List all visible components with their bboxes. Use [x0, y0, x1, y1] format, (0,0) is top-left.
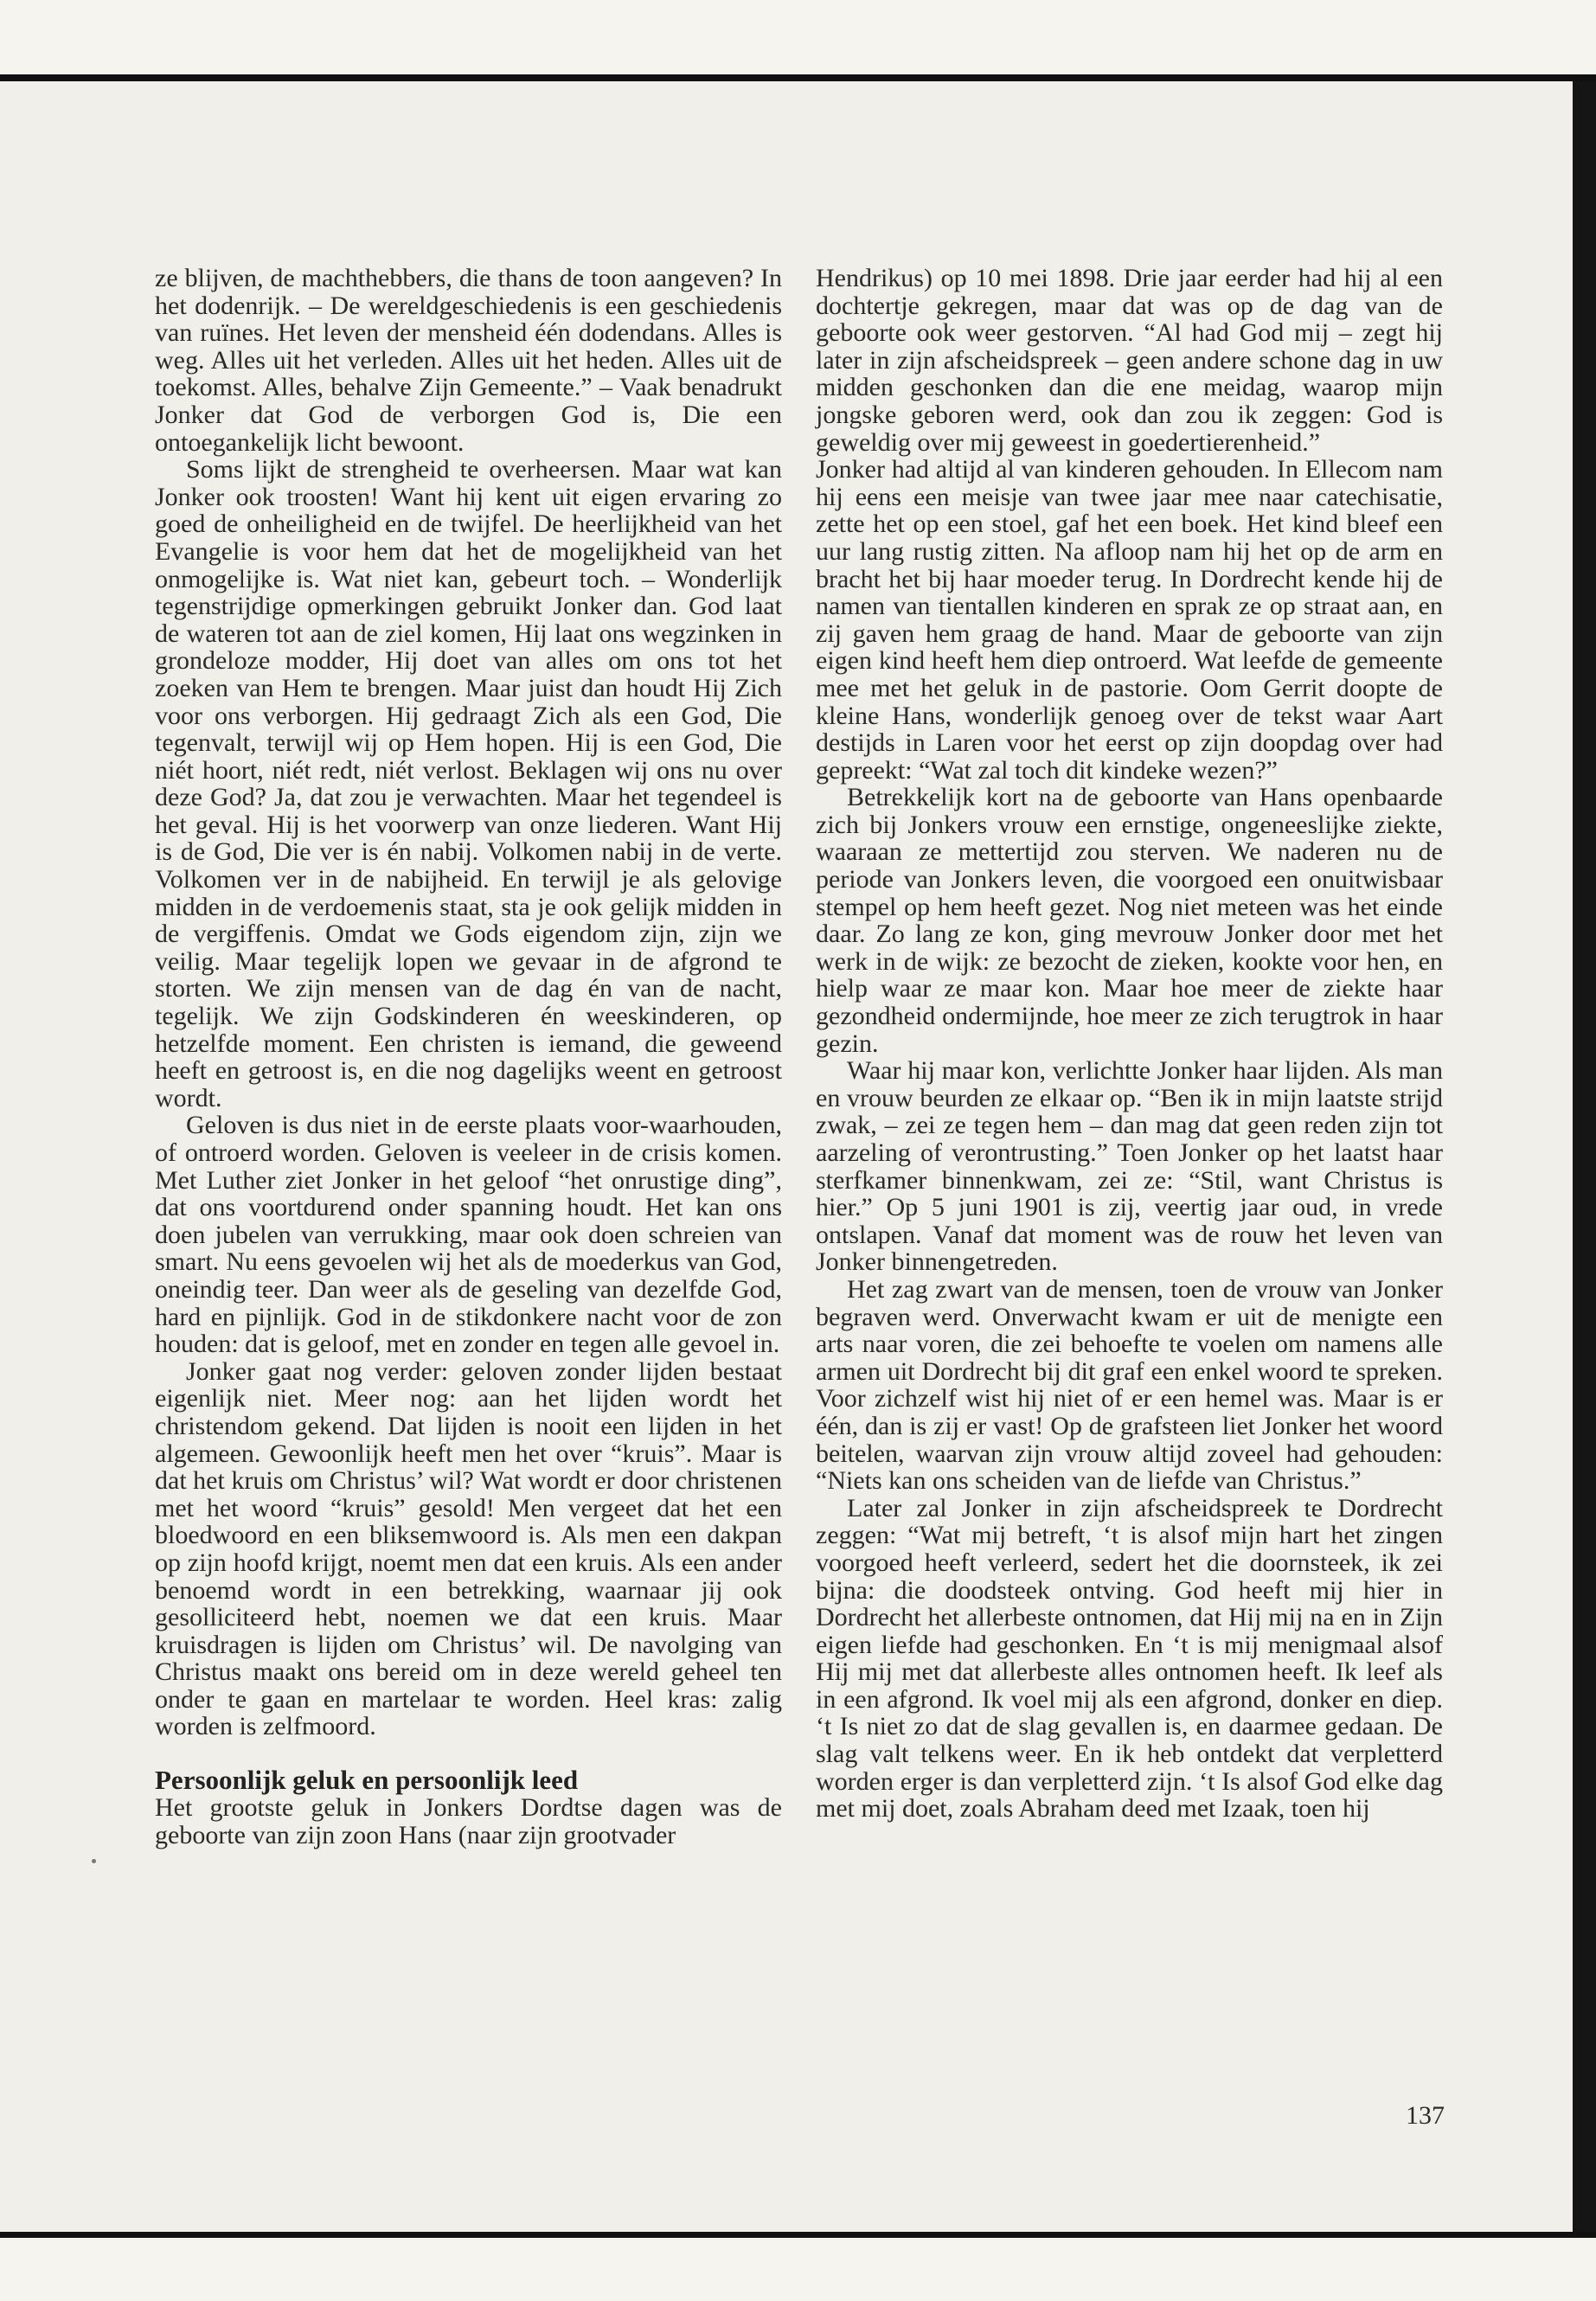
paragraph: Betrekkelijk kort na de geboorte van Hans openbaarde zich bij Jonkers vrouw een ernstige, ongeneeslijke ziekte, waaraan ze mettertijd zou sterven. We naderen nu de periode van Jonkers leven, die voorgoed een onuitwisbaar stempel op hem heeft gezet. Nog niet meteen was het einde daar. Zo lang ze kon, ging mevrouw Jonker door met het werk in de wijk: ze bezocht de zieken, kookte voor hen, en hielp waar ze maar kon. Maar hoe meer de ziekte haar gezondheid ondermijnde, hoe meer ze zich terugtrok in haar gezin. [816, 783, 1443, 1058]
paragraph: Jonker gaat nog verder: geloven zonder lijden bestaat eigenlijk niet. Meer nog: aan het lijden wordt het christendom gekend. Dat lijden is nooit een lijden in het algemeen. Gewoonlijk heeft men het over “kruis”. Maar is dat het kruis om Christus’ wil? Wat wordt er door christenen met het woord “kruis” gesold! Men vergeet dat het een bloedwoord en een bliksemwoord is. Als men een dakpan op zijn hoofd krijgt, noemt men dat een kruis. Als een ander benoemd wordt in een betrekking, waarnaar jij ook gesolliciteerd hebt, noemen we dat een kruis. Maar kruisdragen is lijden om Christus’ wil. De navolging van Christus maakt ons bereid om in deze wereld geheel ten onder te gaan en martelaar te worden. Heel kras: zalig worden is zelfmoord. [155, 1356, 782, 1741]
margin-speck [92, 1859, 96, 1863]
section-heading: Persoonlijk geluk en persoonlijk leed [155, 1765, 579, 1796]
right-text-column [816, 265, 1443, 1823]
book-page [0, 81, 1580, 2238]
left-text-column [155, 265, 782, 1849]
paragraph: Hendrikus) op 10 mei 1898. Drie jaar eerder had hij al een dochtertje gekregen, maar dat was op de dag van de geboorte ook weer gestorven. “Al had God mij – zegt hij later in zijn afscheidspreek – geen andere schone dag in uw midden geschonken dan die ene meidag, waarop mijn jongske geboren werd, ook dan zou ik zeggen: God is geweldig over mij geweest in goedertierenheid.” [816, 264, 1443, 457]
paragraph: Waar hij maar kon, verlichtte Jonker haar lijden. Als man en vrouw beurden ze elkaar op. “Ben ik in mijn laatste strijd zwak, – zei ze tegen hem – dan mag dat geen reden zijn tot aarzeling of verontrusting.” Toen Jonker op het laatst haar sterfkamer binnenkwam, zei ze: “Stil, want Christus is hier.” Op 5 juni 1901 is zij, veertig jaar oud, in vrede ontslapen. Vanaf dat moment was de rouw het leven van Jonker binnengetreden. [816, 1056, 1443, 1277]
paragraph: Later zal Jonker in zijn afscheidspreek te Dordrecht zeggen: “Wat mij betreft, ‘t is alsof mijn hart het zingen voorgoed heeft verleerd, sedert het die doornsteek, ik zei bijna: die doodsteek ontving. God heeft mij hier in Dordrecht het allerbeste ontnomen, dat Hij mij na en in Zijn eigen liefde had geschonken. En ‘t is mij menigmaal alsof Hij mij met dat allerbeste alles ontnomen heeft. Ik leef als in een afgrond. Ik voel mij als een afgrond, donker en diep. ‘t Is niet zo dat de slag gevallen is, en daarmee gedaan. De slag valt telkens weer. En ik heb ontdekt dat verpletterd worden erger is dan verpletterd zijn. ‘t Is alsof God elke dag met mij doet, zoals Abraham deed met Izaak, toen hij [816, 1493, 1443, 1823]
scan-bottom-margin [0, 2238, 1596, 2301]
paragraph: Soms lijkt de strengheid te overheersen. Maar wat kan Jonker ook troosten! Want hij kent uit eigen ervaring zo goed de onheiligheid en de twijfel. De heerlijkheid van het Evangelie is voor hem dat het de mogelijkheid van het onmogelijke is. Wat niet kan, gebeurt toch. – Wonderlijk tegenstrijdige opmerkingen gebruikt Jonker dan. God laat de wateren tot aan de ziel komen, Hij laat ons wegzinken in grondeloze modder, Hij doet van alles om ons tot het zoeken van Hem te brengen. Maar juist dan houdt Hij Zich voor ons verborgen. Hij gedraagt Zich als een God, Die tegenvalt, terwijl wij op Hem hopen. Hij is een God, Die niét hoort, niét redt, niét verlost. Beklagen wij ons nu over deze God? Ja, dat zou je verwachten. Maar het tegendeel is het geval. Hij is het voorwerp van onze liederen. Want Hij is de God, Die ver is én nabij. Volkomen nabij in de verte. Volkomen ver in de nabijheid. En terwijl je als gelovige midden in de verdoemenis staat, sta je ook gelijk midden in de vergiffenis. Omdat we Gods eigendom zijn, zijn we veilig. Maar tegelijk lopen we gevaar in de afgrond te storten. We zijn mensen van de dag én van de nacht, tegelijk. We zijn Godskinderen én weeskinderen, op hetzelfde moment. Een christen is iemand, die geweend heeft en getroost is, en die nog dagelijks weent en getroost wordt. [155, 455, 782, 1112]
scan-top-margin [0, 0, 1596, 81]
page-number: 137 [1406, 2101, 1445, 2130]
paragraph: ze blijven, de machthebbers, die thans de toon aangeven? In het dodenrijk. – De wereldgeschiedenis is een geschiedenis van ruïnes. Het leven der mensheid één dodendans. Alles is weg. Alles uit het verleden. Alles uit het heden. Alles uit de toekomst. Alles, behalve Zijn Gemeente.” – Vaak benadrukt Jonker dat God de verborgen God is, Die een ontoegankelijk licht bewoont. [155, 264, 782, 457]
paragraph: Het grootste geluk in Jonkers Dordtse dagen was de geboorte van zijn zoon Hans (naar zijn grootvader [155, 1793, 782, 1849]
paragraph: Het zag zwart van de mensen, toen de vrouw van Jonker begraven werd. Onverwacht kwam er uit de menigte een arts naar voren, die zei behoefte te voelen om namens alle armen uit Dordrecht bij dit graf een enkel woord te spreken. Voor zichzelf wist hij niet of er een hemel was. Maar is er één, dan is zij er vast! Op de grafsteen liet Jonker het woord beitelen, waarvan zijn vrouw altijd zoveel had gehouden: “Niets kan ons scheiden van de liefde van Christus.” [816, 1274, 1443, 1496]
paragraph: Jonker had altijd al van kinderen gehouden. In Ellecom nam hij eens een meisje van twee jaar mee naar catechisatie, zette het op een stoel, gaf het een boek. Het kind bleef een uur lang rustig zitten. Na afloop nam hij het op de arm en bracht het bij haar moeder terug. In Dordrecht kende hij de namen van tientallen kinderen en sprak ze op straat aan, en zij gaven hem graag de hand. Maar de geboorte van zijn eigen kind heeft hem diep ontroerd. Wat leefde de gemeente mee met het geluk in de pastorie. Oom Gerrit doopte de kleine Hans, wonderlijk genoeg over de tekst waar Aart destijds in Laren voor het eerst op zijn doopdag over had gepreekt: “Wat zal toch dit kindeke wezen?” [816, 455, 1443, 785]
paragraph: Geloven is dus niet in de eerste plaats voor-waarhouden, of ontroerd worden. Geloven is veeleer in de crisis komen. Met Luther ziet Jonker in het geloof “het onrustige ding”, dat ons voortdurend onder spanning houdt. Het kan ons doen jubelen van verrukking, maar ook doen schreien van smart. Nu eens gevoelen wij het als de moederkus van God, oneindig teer. Dan weer als de geseling van dezelfde God, hard en pijnlijk. God in de stikdonkere nacht voor de zon houden: dat is geloof, met en zonder en tegen alle gevoel in. [155, 1111, 782, 1359]
scan-right-edge [1573, 81, 1596, 2238]
